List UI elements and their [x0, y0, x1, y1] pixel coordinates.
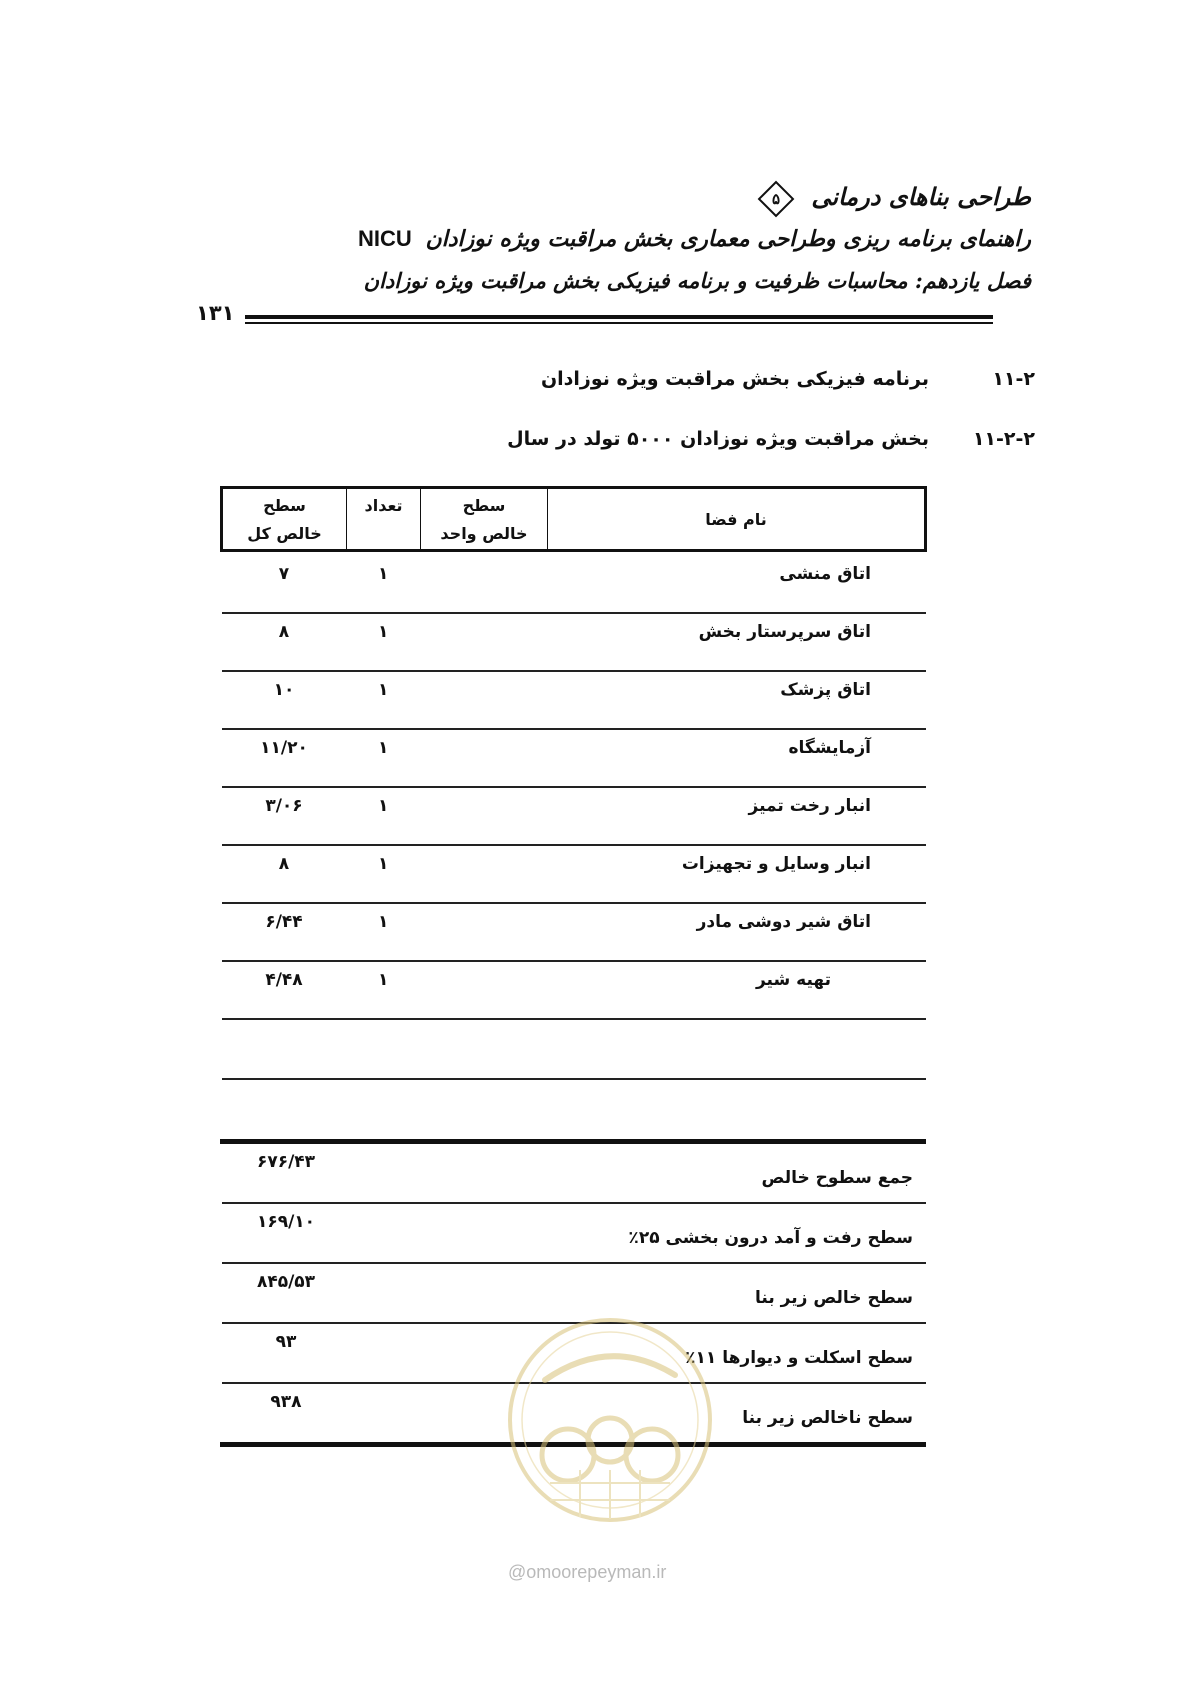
row-divider — [222, 786, 926, 788]
summary-divider — [222, 1202, 926, 1204]
row-total-area: ۱۰ — [273, 680, 295, 700]
row-total-area: ۷ — [278, 564, 290, 584]
summary-label: سطح خالص زیر بنا — [755, 1288, 913, 1308]
row-divider — [222, 902, 926, 904]
book-title: طراحی بناهای درمانی — [811, 182, 1031, 211]
row-divider — [222, 670, 926, 672]
row-total-area: ۳/۰۶ — [265, 796, 303, 816]
book-title-line — [755, 182, 1031, 212]
row-total-area: ۱۱/۲۰ — [260, 738, 308, 758]
row-space-name: آزمایشگاه — [788, 738, 871, 758]
row-divider — [222, 1018, 926, 1020]
subsection-title: بخش مراقبت ویژه نوزادان ۵۰۰۰ تولد در سال — [507, 428, 929, 450]
row-divider-empty — [222, 1078, 926, 1080]
row-total-area: ۶/۴۴ — [265, 912, 303, 932]
table-header — [220, 486, 927, 552]
row-space-name: اتاق منشی — [779, 564, 871, 584]
subtitle: راهنمای برنامه ریزی وطراحی معماری بخش مراقبت ویژه نوزادان — [425, 226, 1031, 252]
row-space-name: انبار رخت تمیز — [748, 796, 871, 816]
row-count: ۱ — [378, 622, 389, 642]
row-space-name: اتاق سرپرستار بخش — [698, 622, 871, 642]
section-title: برنامه فیزیکی بخش مراقبت ویژه نوزادان — [540, 368, 929, 390]
header-rule — [245, 315, 993, 319]
row-total-area: ۴/۴۸ — [265, 970, 303, 990]
subtitle-line — [358, 226, 1031, 252]
row-divider — [222, 728, 926, 730]
summary-value: ۹۳ — [275, 1332, 297, 1352]
row-count: ۱ — [378, 912, 389, 932]
header-unit-area-line1: سطح — [462, 496, 506, 515]
summary-top-rule — [220, 1139, 926, 1144]
summary-value: ۱۶۹/۱۰ — [256, 1212, 316, 1232]
summary-value: ۹۳۸ — [270, 1392, 302, 1412]
header-rule-thin — [245, 322, 993, 324]
subtitle-code: NICU — [358, 226, 412, 251]
row-count: ۱ — [378, 680, 389, 700]
section-number: ۱۱-۲ — [992, 368, 1035, 390]
summary-value: ۶۷۶/۴۳ — [256, 1152, 316, 1172]
header-total-area-line1: سطح — [263, 496, 306, 515]
summary-label: جمع سطوح خالص — [761, 1168, 913, 1188]
row-divider — [222, 612, 926, 614]
summary-label: سطح ناخالص زیر بنا — [742, 1408, 913, 1428]
row-count: ۱ — [378, 738, 389, 758]
page-number: ۱۳۱ — [196, 301, 235, 325]
row-count: ۱ — [378, 796, 389, 816]
subsection-number: ۱۱-۲-۲ — [972, 428, 1035, 450]
row-total-area: ۸ — [278, 622, 290, 642]
header-count: تعداد — [347, 489, 421, 549]
header-total-area — [223, 489, 347, 549]
header-unit-area — [421, 489, 548, 549]
watermark-site: @omoorepeyman.ir — [508, 1562, 667, 1582]
row-space-name: تهیه شیر — [755, 970, 831, 990]
row-space-name: اتاق پزشک — [780, 680, 871, 700]
row-space-name: اتاق شیر دوشی مادر — [696, 912, 871, 932]
header-unit-area-line2: خالص واحد — [440, 524, 528, 543]
row-space-name: انبار وسایل و تجهیزات — [681, 854, 871, 874]
series-number: ۵ — [771, 189, 780, 208]
row-divider — [222, 844, 926, 846]
row-count: ۱ — [378, 564, 389, 584]
summary-divider — [222, 1262, 926, 1264]
chapter-title: فصل یازدهم: محاسبات ظرفیت و برنامه فیزیکی بخش مراقبت ویژه نوزادان — [363, 268, 1031, 293]
seal-watermark — [490, 1305, 730, 1535]
row-divider — [222, 960, 926, 962]
summary-label: سطح اسکلت و دیوارها ۱۱٪ — [685, 1348, 913, 1368]
row-count: ۱ — [378, 854, 389, 874]
series-number-badge — [758, 180, 795, 217]
header-total-area-line2: خالص کل — [247, 524, 322, 543]
summary-value: ۸۴۵/۵۳ — [256, 1272, 316, 1292]
summary-label: سطح رفت و آمد درون بخشی ۲۵٪ — [628, 1228, 913, 1248]
row-total-area: ۸ — [278, 854, 290, 874]
row-count: ۱ — [378, 970, 389, 990]
header-space-name: نام فضا — [705, 510, 767, 529]
